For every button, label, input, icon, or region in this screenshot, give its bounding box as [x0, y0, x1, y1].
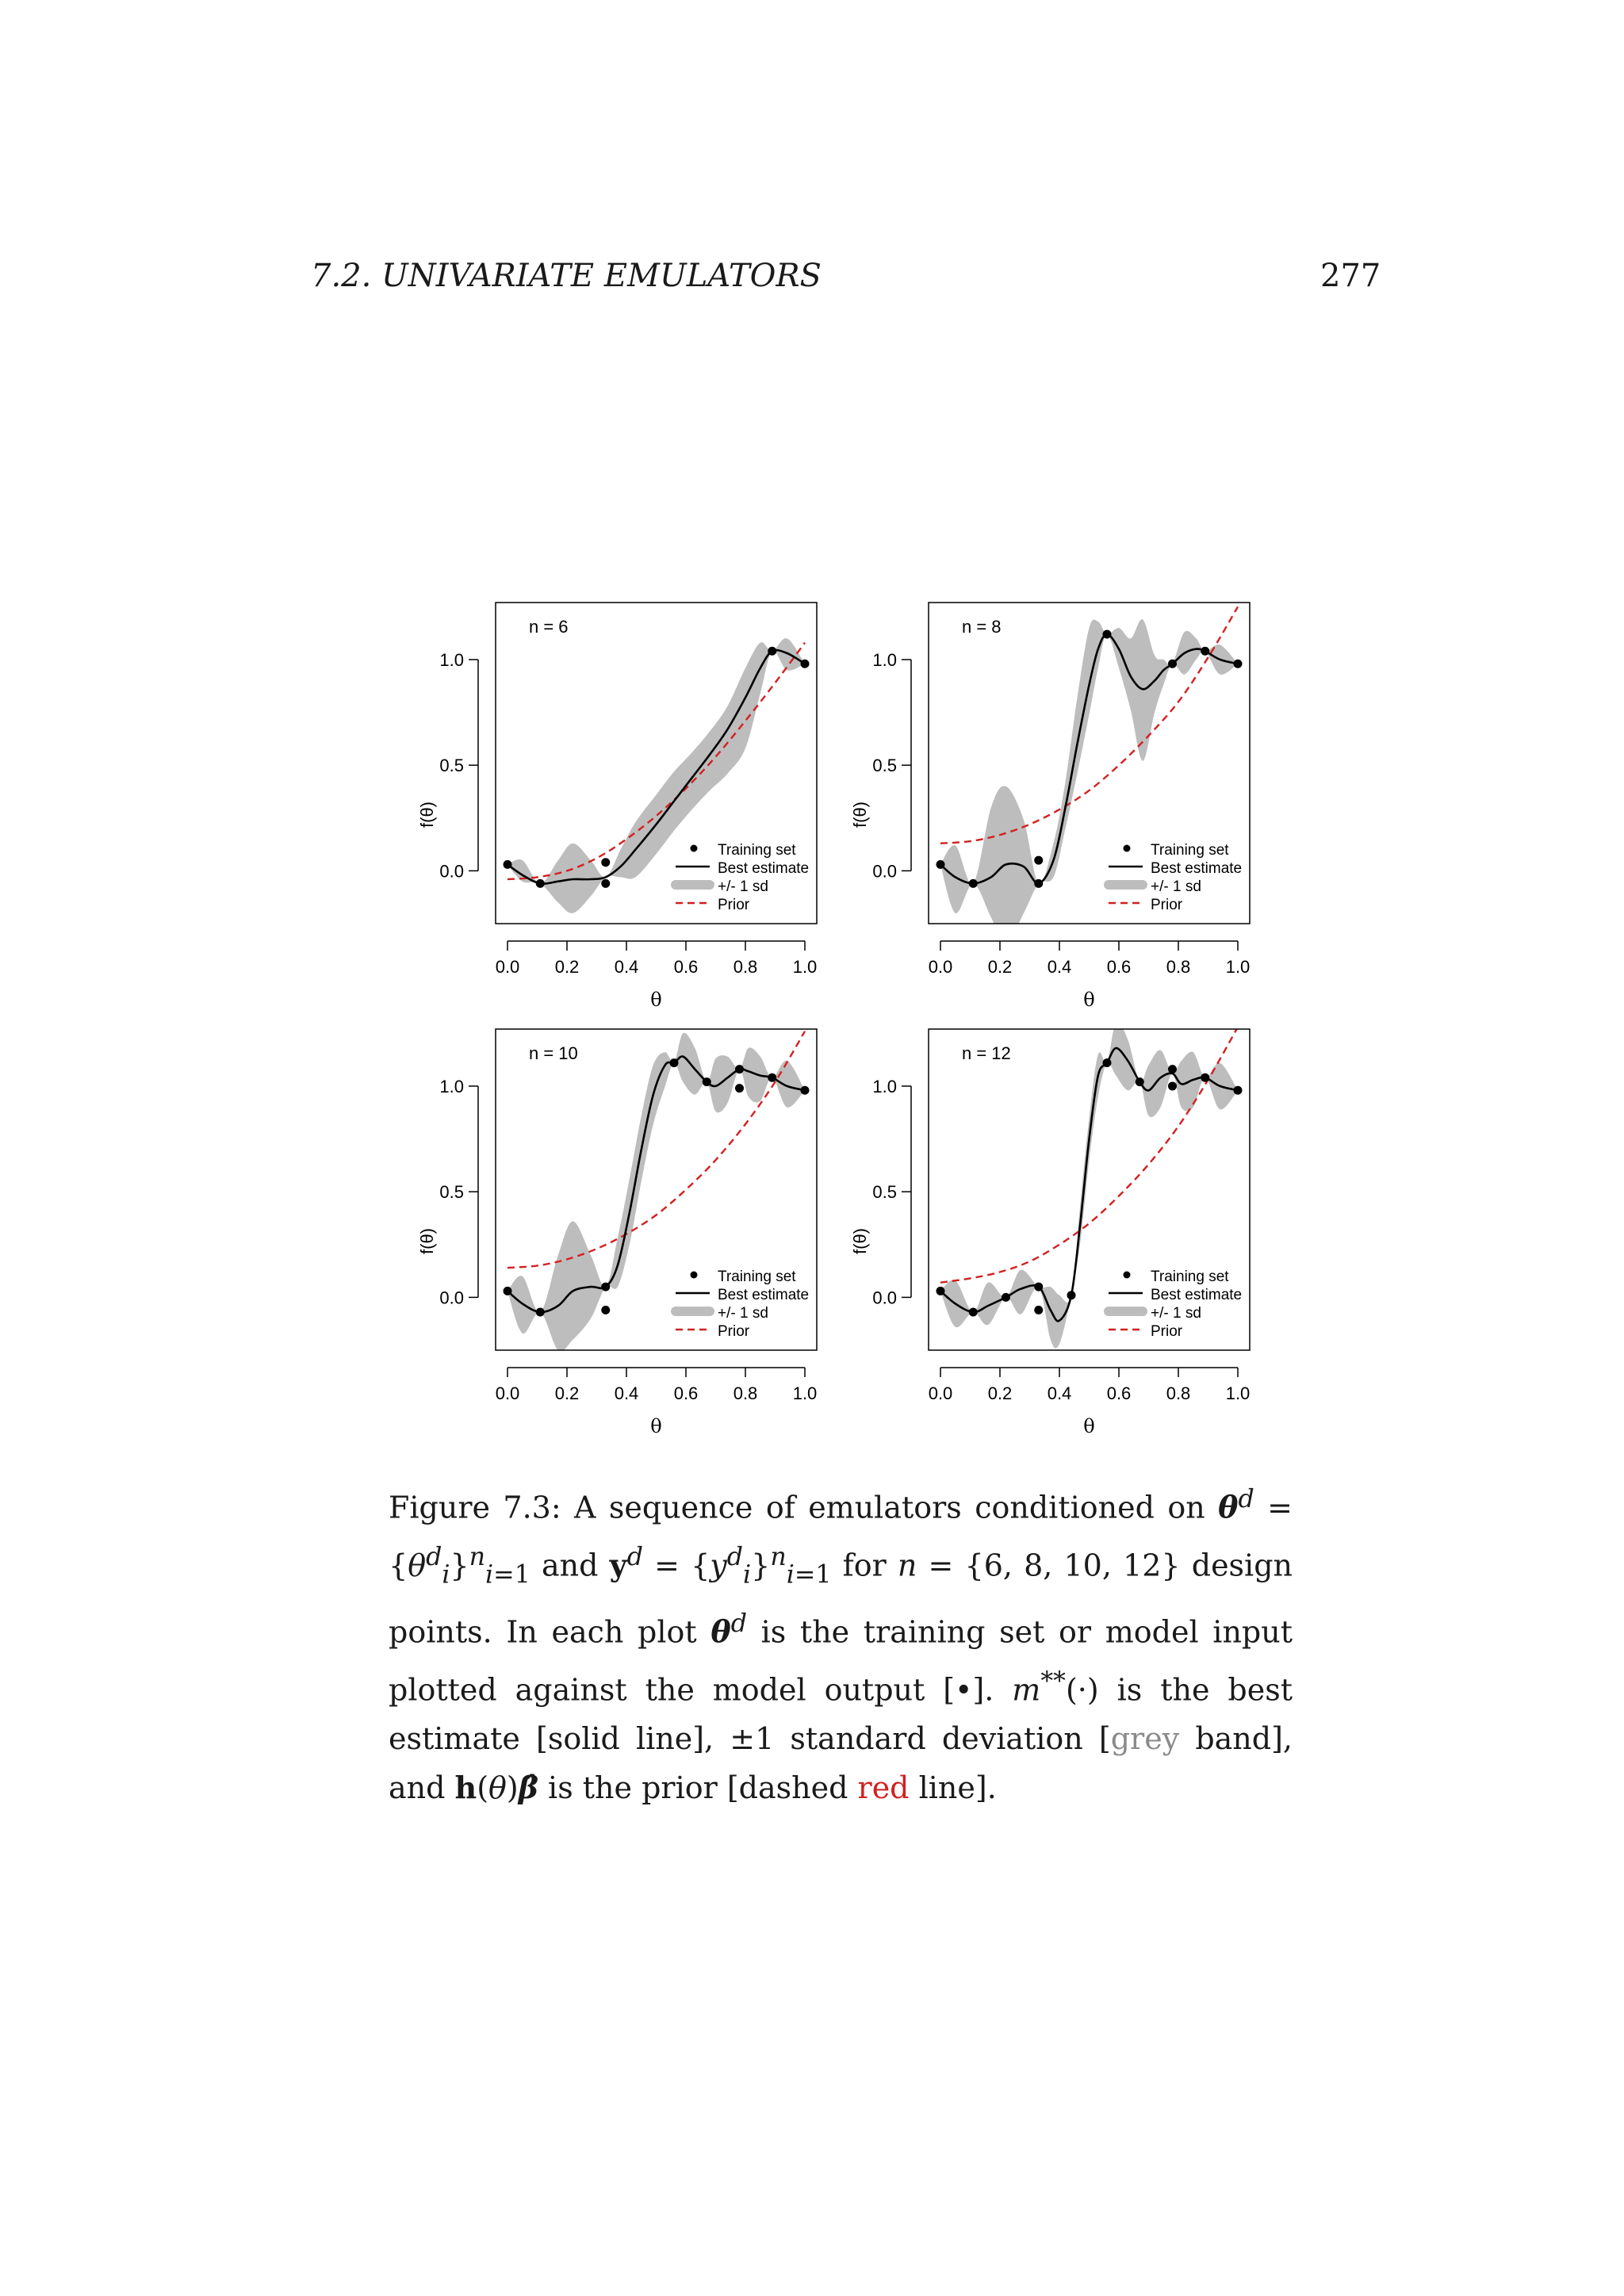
running-header: 7.2. UNIVARIATE EMULATORS: [311, 258, 822, 294]
sd-band: [508, 1033, 805, 1352]
training-point: [1034, 1283, 1043, 1292]
training-point: [1201, 1073, 1209, 1082]
legend-band-label: +/- 1 sd: [1151, 1305, 1201, 1322]
y-tick-label: 1.0: [439, 649, 464, 670]
training-point: [735, 1084, 744, 1093]
training-point: [735, 1065, 744, 1073]
y-tick-label: 0.0: [872, 1288, 897, 1308]
training-point: [969, 1308, 978, 1317]
panel-n12: [841, 1021, 1270, 1453]
training-point: [601, 879, 610, 888]
x-axis-label: θ: [650, 989, 662, 1011]
x-tick-label: 0.6: [673, 957, 699, 977]
training-point: [768, 1073, 776, 1082]
training-point: [1034, 1306, 1043, 1314]
x-tick-label: 0.2: [987, 1383, 1013, 1403]
training-point: [504, 860, 512, 869]
y-tick-label: 0.0: [439, 861, 464, 882]
x-tick-label: 0.4: [614, 1383, 639, 1403]
y-axis-label: f(θ): [417, 802, 437, 828]
training-point: [601, 1306, 610, 1314]
x-tick-label: 0.6: [673, 1383, 699, 1403]
training-point: [703, 1077, 711, 1086]
legend-training-label: Training set: [718, 1269, 796, 1285]
training-point: [801, 1086, 810, 1095]
y-tick-label: 0.0: [872, 861, 897, 882]
legend-prior-label: Prior: [718, 1323, 750, 1340]
legend-training-symbol: [1124, 845, 1131, 852]
x-tick-label: 0.0: [495, 1383, 520, 1403]
panel-n8: [841, 595, 1270, 1027]
training-point: [1201, 647, 1209, 656]
training-point: [1103, 629, 1112, 638]
panel-title: n = 12: [962, 1043, 1011, 1063]
training-point: [936, 860, 945, 869]
legend-band-label: +/- 1 sd: [1151, 878, 1201, 895]
x-tick-label: 0.0: [928, 957, 953, 977]
legend-training-symbol: [691, 845, 698, 852]
training-point: [1168, 1065, 1177, 1073]
x-tick-label: 0.2: [554, 957, 580, 977]
training-point: [1034, 856, 1043, 865]
y-tick-label: 0.5: [439, 756, 464, 776]
training-point: [1103, 1058, 1112, 1067]
y-tick-label: 0.5: [872, 756, 897, 776]
x-tick-label: 1.0: [1225, 1383, 1251, 1403]
legend-prior-label: Prior: [718, 897, 750, 913]
y-tick-label: 0.5: [439, 1182, 464, 1203]
training-point: [768, 647, 776, 656]
y-tick-label: 1.0: [439, 1076, 464, 1096]
x-axis-label: θ: [1083, 1415, 1095, 1437]
training-point: [1067, 1291, 1076, 1299]
training-point: [1136, 1077, 1144, 1086]
y-tick-label: 1.0: [872, 1076, 897, 1096]
legend-best-label: Best estimate: [718, 1287, 810, 1303]
panel-n6: [408, 595, 837, 1027]
legend-best-label: Best estimate: [1151, 1287, 1243, 1303]
training-point: [670, 1058, 679, 1067]
training-point: [601, 858, 610, 867]
panel-title: n = 8: [962, 617, 1002, 637]
x-tick-label: 1.0: [792, 957, 818, 977]
legend-band-label: +/- 1 sd: [718, 878, 768, 895]
x-tick-label: 0.6: [1106, 1383, 1132, 1403]
x-tick-label: 0.4: [1047, 957, 1072, 977]
x-tick-label: 0.2: [987, 957, 1013, 977]
x-tick-label: 1.0: [792, 1383, 818, 1403]
x-tick-label: 1.0: [1225, 957, 1251, 977]
training-point: [936, 1287, 945, 1295]
y-tick-label: 1.0: [872, 649, 897, 670]
legend-training-label: Training set: [718, 842, 796, 859]
y-axis-label: f(θ): [850, 802, 870, 828]
x-tick-label: 0.8: [1166, 1383, 1191, 1403]
training-point: [504, 1287, 512, 1295]
x-tick-label: 0.2: [554, 1383, 580, 1403]
panel-n10: [408, 1021, 837, 1453]
x-tick-label: 0.4: [614, 957, 639, 977]
legend-training-label: Training set: [1151, 1269, 1229, 1285]
x-tick-label: 0.8: [1166, 957, 1191, 977]
training-point: [601, 1283, 610, 1292]
figure-caption: Figure 7.3: A sequence of emulators conditioned on $\theta^d = \{\theta^d_i\}^n_{i=1}$ and $y^d = \{y^d_i\}^n_{i=1}$ for n = {6, 8, 10, 12} design points. In each plot $\theta^d$ is the training set or model input plotted against the model output [•]. m**(·) is the best estimate [solid line], ±1 standard deviation [grey band], and h(θ)β̂ is the prior [dashed red line].: [389, 1485, 1293, 1806]
panel-title: n = 10: [529, 1043, 578, 1063]
x-tick-label: 0.6: [1106, 957, 1132, 977]
legend-training-label: Training set: [1151, 842, 1229, 859]
y-axis-label: f(θ): [850, 1228, 870, 1254]
training-point: [1234, 1086, 1243, 1095]
x-tick-label: 0.0: [495, 957, 520, 977]
x-axis-label: θ: [1083, 989, 1095, 1011]
training-point: [1168, 1081, 1177, 1090]
page-number: 277: [1320, 258, 1381, 294]
x-tick-label: 0.4: [1047, 1383, 1072, 1403]
training-point: [1234, 660, 1243, 668]
training-point: [1002, 1293, 1010, 1302]
training-point: [1168, 660, 1177, 668]
training-point: [969, 879, 978, 888]
y-tick-label: 0.0: [439, 1288, 464, 1308]
panel-title: n = 6: [529, 617, 569, 637]
y-tick-label: 0.5: [872, 1182, 897, 1203]
legend-training-symbol: [691, 1272, 698, 1279]
legend-best-label: Best estimate: [718, 860, 810, 877]
training-point: [536, 879, 545, 888]
legend-training-symbol: [1124, 1272, 1131, 1279]
x-tick-label: 0.8: [733, 957, 758, 977]
training-point: [1034, 879, 1043, 888]
y-axis-label: f(θ): [417, 1228, 437, 1254]
legend-prior-label: Prior: [1151, 1323, 1183, 1340]
legend-prior-label: Prior: [1151, 897, 1183, 913]
legend-best-label: Best estimate: [1151, 860, 1243, 877]
legend-band-label: +/- 1 sd: [718, 1305, 768, 1322]
training-point: [801, 660, 810, 668]
training-point: [536, 1308, 545, 1317]
x-axis-label: θ: [650, 1415, 662, 1437]
x-tick-label: 0.8: [733, 1383, 758, 1403]
x-tick-label: 0.0: [928, 1383, 953, 1403]
sd-band: [940, 619, 1238, 945]
